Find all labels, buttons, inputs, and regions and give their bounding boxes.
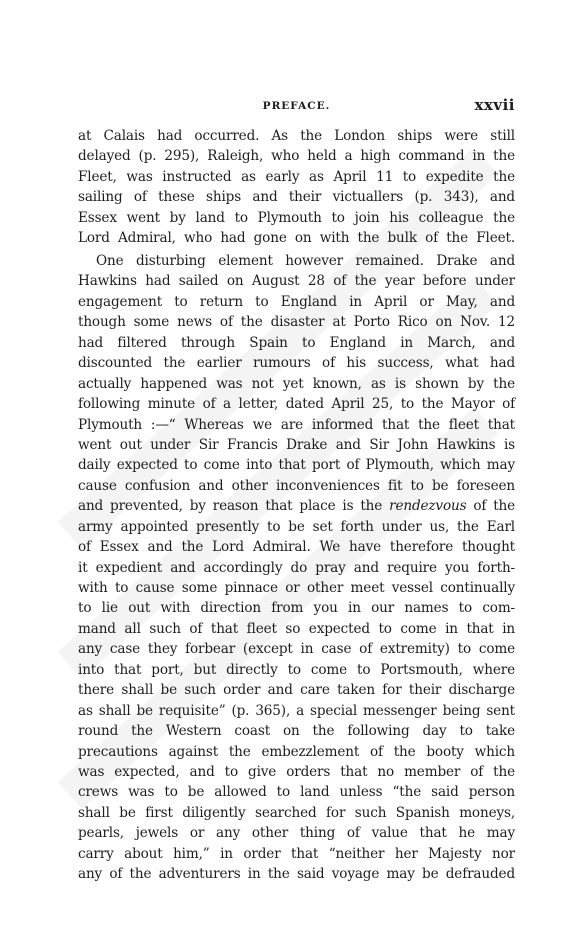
text-line: into that port, but directly to come to Portsmouth, where [78, 661, 515, 678]
text-line: any of the adventurers in the said voyage may be defrauded [78, 866, 515, 883]
text-line: army appointed presently to be set forth under us, the Earl [78, 518, 515, 535]
text-line: cause confusion and other inconveniences fit to be foreseen [78, 477, 515, 494]
text-line: actually happened was not yet known, as is shown by the [78, 375, 515, 392]
text-line: to lie out with direction from you in our names to com- [78, 600, 515, 617]
text-line: any case they forbear (except in case of extremity) to come [78, 641, 515, 658]
page-number: xxvii [474, 96, 515, 114]
text-line: mand all such of that fleet so expected to come in that in [78, 620, 515, 637]
text-line: Fleet, was instructed as early as April 11 to expedite the [78, 168, 515, 185]
text-line: daily expected to come into that port of Plymouth, which may [78, 457, 515, 474]
text-line: with to cause some pinnace or other meet vessel continually [78, 580, 515, 596]
text-line: One disturbing element however remained. Drake and [96, 253, 515, 269]
text-line: at Calais had occurred. As the London ships were still [78, 128, 515, 144]
text-line: carry about him,” in order that “neither her Majesty nor [78, 845, 515, 862]
text-line: round the Western coast on the following day to take [78, 723, 515, 740]
running-title: PREFACE. [262, 100, 331, 112]
text-line: Hawkins had sailed on August 28 of the year before under [78, 273, 515, 290]
paragraph-1 [78, 126, 515, 249]
text-line: and prevented, by reason that place is the rendezvous of the [78, 498, 516, 515]
text-line: precautions against the embezzlement of the booty which [78, 743, 515, 760]
text-line: Plymouth :—“ Whereas we are informed that the fleet that [78, 416, 515, 433]
text-line: following minute of a letter, dated April 25, to the Mayor of [78, 396, 515, 413]
text-line: pearls, jewels or any other thing of value that he may [78, 825, 515, 842]
text-line: sailing of these ships and their victuallers (p. 343), and [78, 189, 515, 206]
text-line: crews was to be allowed to land unless “the said person [78, 784, 515, 801]
page-header [78, 96, 515, 120]
paragraph-2 [78, 251, 515, 885]
text-line: was expected, and to give orders that no member of the [78, 763, 515, 780]
text-line: Essex went by land to Plymouth to join his colleague the [78, 209, 515, 226]
text-line: discounted the earlier rumours of his success, what had [78, 355, 515, 372]
text-line: as shall be requisite” (p. 365), a special messenger being sent [78, 702, 515, 719]
text-line: though some news of the disaster at Porto Rico on Nov. 12 [78, 314, 515, 331]
text-line: went out under Sir Francis Drake and Sir John Hawkins is [78, 436, 515, 453]
text-line: engagement to return to England in April or May, and [78, 293, 515, 310]
text-line: Lord Admiral, who had gone on with the bulk of the Fleet. [78, 230, 515, 247]
text-line: delayed (p. 295), Raleigh, who held a high command in the [78, 148, 515, 165]
text-line: there shall be such order and care taken for their discharge [78, 682, 515, 699]
text-line: shall be first diligently searched for such Spanish moneys, [78, 804, 515, 821]
text-line: had filtered through Spain to England in March, and [78, 334, 515, 351]
text-line: it expedient and accordingly do pray and require you forth- [78, 559, 515, 576]
text-line: of Essex and the Lord Admiral. We have therefore thought [78, 539, 515, 556]
